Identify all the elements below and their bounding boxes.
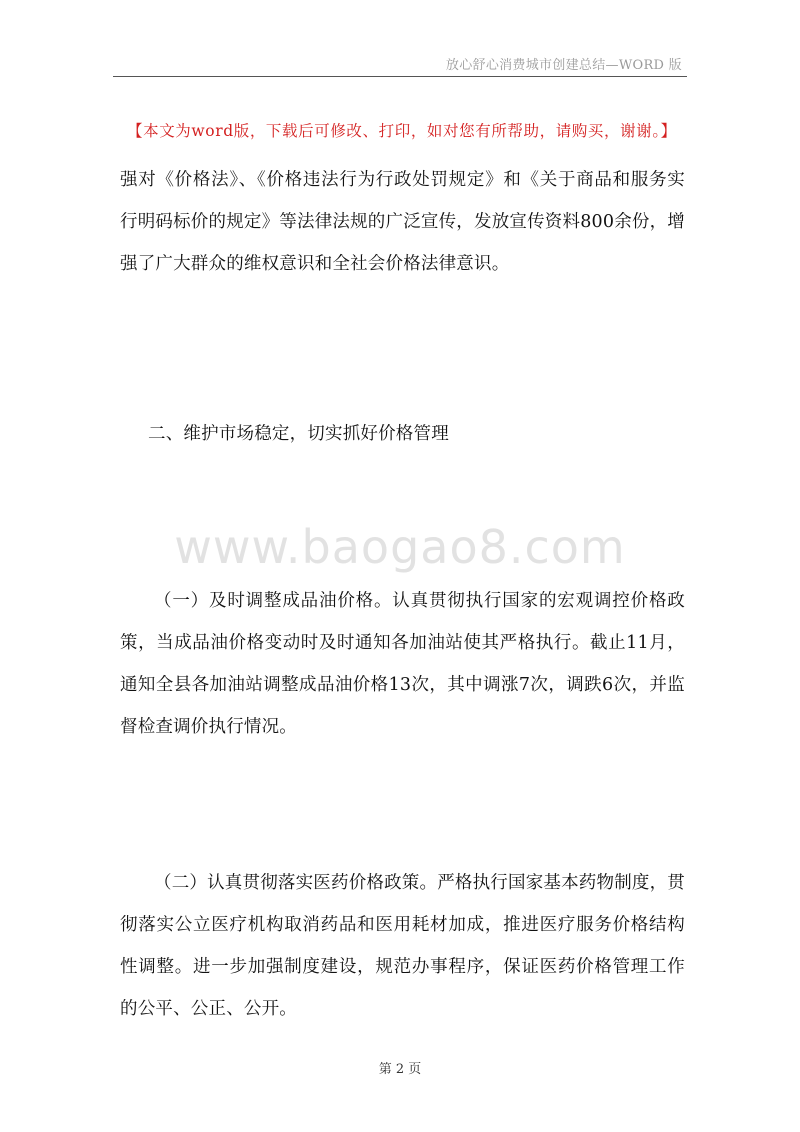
intro-paragraph: 强对《价格法》、《价格违法行为行政处罚规定》和《关于商品和服务实行明码标价的规定》等法律法规的广泛宣传，发放宣传资料800余份，增强了广大群众的维权意识和全社会价格法律意识。 (120, 170, 685, 274)
document-header-title: 放心舒心消费城市创建总结—WORD 版 (445, 58, 682, 73)
section-heading: 二、维护市场稳定，切实抓好价格管理 (148, 424, 449, 444)
header-divider (113, 76, 687, 77)
paragraph-fuel-price: （一）及时调整成品油价格。认真贯彻执行国家的宏观调控价格政策，当成品油价格变动时及时通知各加油站使其严格执行。截止11月，通知全县各加油站调整成品油价格13次，其中调涨7次，调跌6次，并监督检查调价执行情况。 (120, 591, 685, 737)
purchase-notice: 【本文为word版，下载后可修改、打印，如对您有所帮助，请购买，谢谢。】 (127, 122, 677, 140)
site-watermark: www.baogao8.com (174, 520, 626, 574)
paragraph-medical-price: （二）认真贯彻落实医药价格政策。严格执行国家基本药物制度，贯彻落实公立医疗机构取消药品和医用耗材加成，推进医疗服务价格结构性调整。进一步加强制度建设，规范办事程序，保证医药价格管理工作的公平、公正、公开。 (120, 873, 685, 1019)
page-number: 第 2 页 (378, 1062, 422, 1077)
